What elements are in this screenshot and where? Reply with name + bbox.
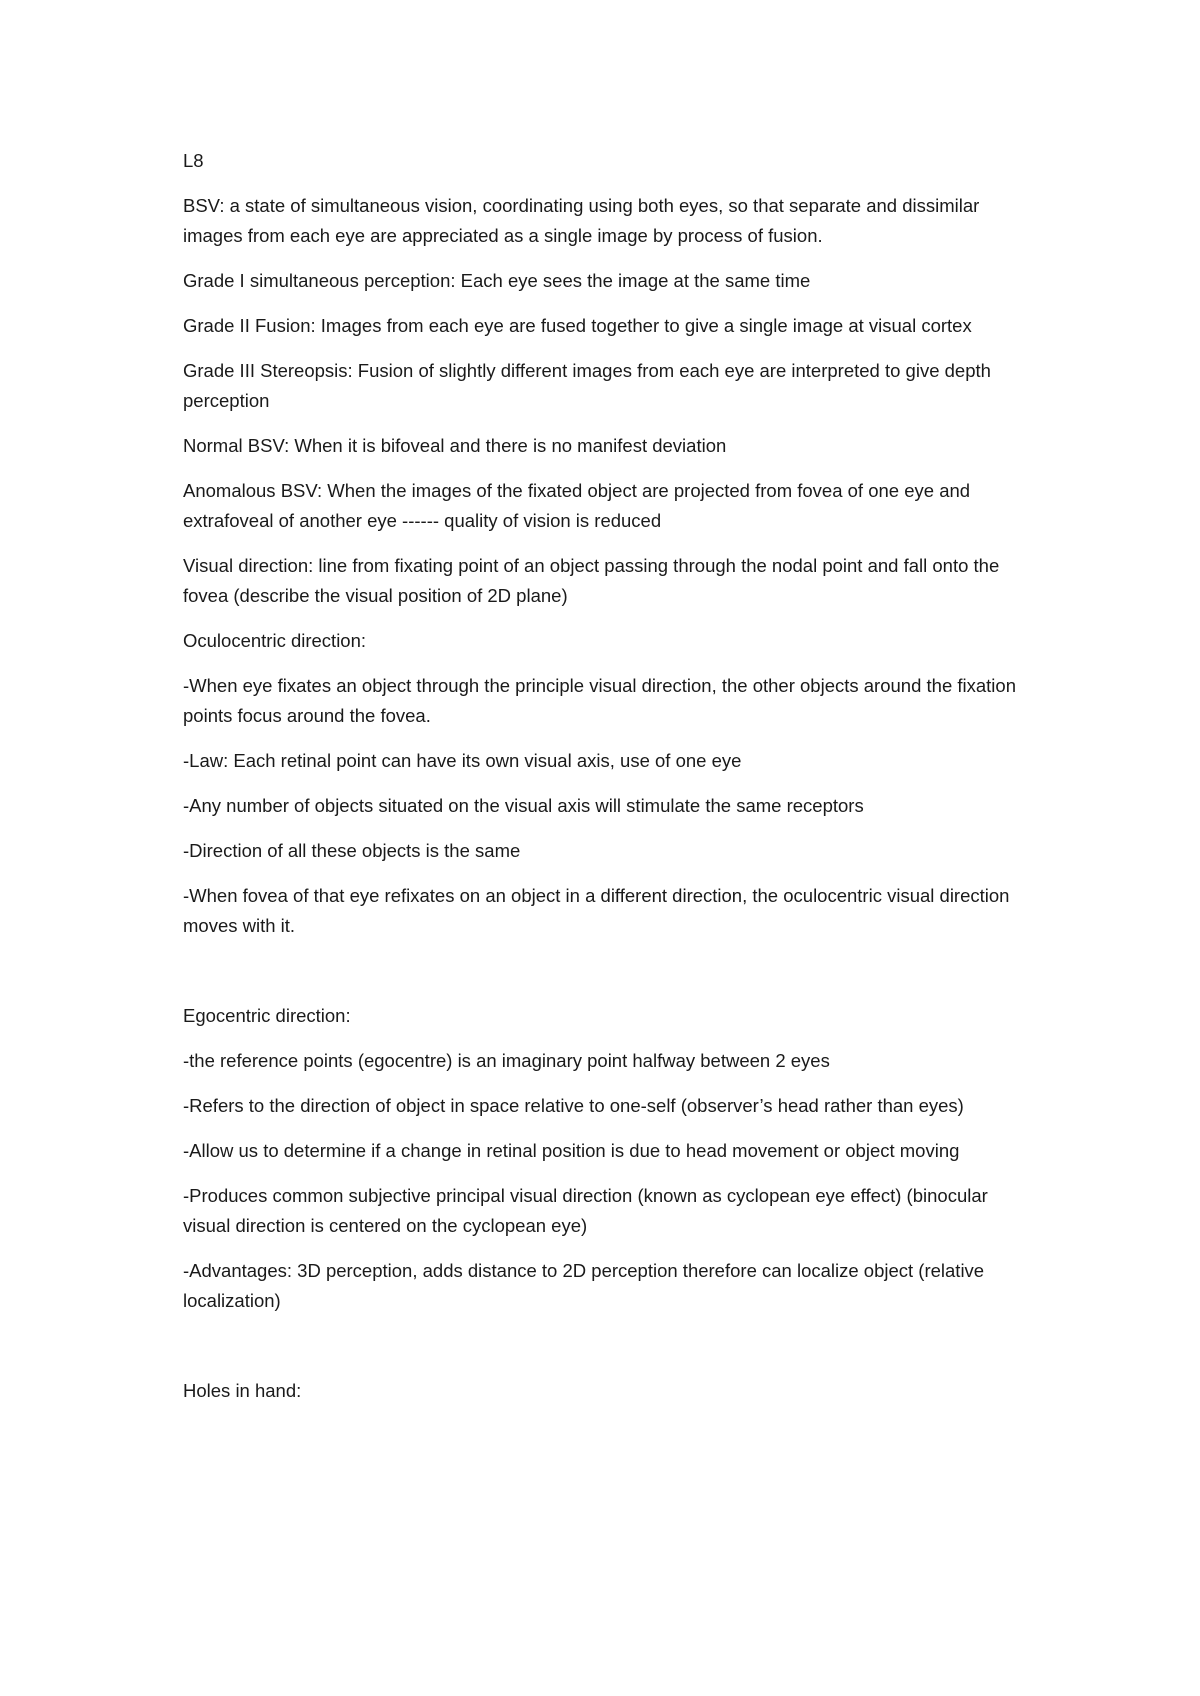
list-item: -Direction of all these objects is the same — [183, 840, 521, 861]
document-body — [183, 146, 1033, 1421]
paragraph-grade-3: Grade III Stereopsis: Fusion of slightly different images from each eye are interpreted to give depth perception — [183, 360, 991, 411]
paragraph-grade-1: Grade I simultaneous perception: Each eye sees the image at the same time — [183, 270, 811, 291]
heading-holes-in-hand: Holes in hand: — [183, 1380, 302, 1401]
paragraph-bsv-definition: BSV: a state of simultaneous vision, coordinating using both eyes, so that separate and dissimilar images from each eye are appreciated as a single image by process of fusion. — [183, 195, 980, 246]
list-item: -Refers to the direction of object in space relative to one-self (observer’s head rather than eyes) — [183, 1095, 964, 1116]
list-item: -Advantages: 3D perception, adds distance to 2D perception therefore can localize object (relative localization) — [183, 1260, 985, 1311]
paragraph-grade-2: Grade II Fusion: Images from each eye are fused together to give a single image at visual cortex — [183, 315, 972, 336]
list-item: -When fovea of that eye refixates on an object in a different direction, the oculocentric visual direction moves with it. — [183, 885, 1010, 936]
paragraph-normal-bsv: Normal BSV: When it is bifoveal and there is no manifest deviation — [183, 435, 727, 456]
list-item: -the reference points (egocentre) is an imaginary point halfway between 2 eyes — [183, 1050, 830, 1071]
list-item: -Allow us to determine if a change in retinal position is due to head movement or object moving — [183, 1140, 960, 1161]
document-title: L8 — [183, 150, 204, 171]
paragraph-visual-direction: Visual direction: line from fixating point of an object passing through the nodal point and fall onto the fovea (describe the visual position of 2D plane) — [183, 555, 1000, 606]
list-item: -Produces common subjective principal visual direction (known as cyclopean eye effect) (binocular visual direction is centered on the cyclopean eye) — [183, 1185, 988, 1236]
heading-egocentric-direction: Egocentric direction: — [183, 1005, 351, 1026]
list-item: -Any number of objects situated on the visual axis will stimulate the same receptors — [183, 795, 864, 816]
heading-oculocentric-direction: Oculocentric direction: — [183, 630, 367, 651]
list-item: -When eye fixates an object through the principle visual direction, the other objects around the fixation points focus around the fovea. — [183, 675, 1016, 726]
list-item: -Law: Each retinal point can have its own visual axis, use of one eye — [183, 750, 742, 771]
paragraph-anomalous-bsv: Anomalous BSV: When the images of the fixated object are projected from fovea of one eye and extrafoveal of another eye ------ quality of vision is reduced — [183, 480, 971, 531]
